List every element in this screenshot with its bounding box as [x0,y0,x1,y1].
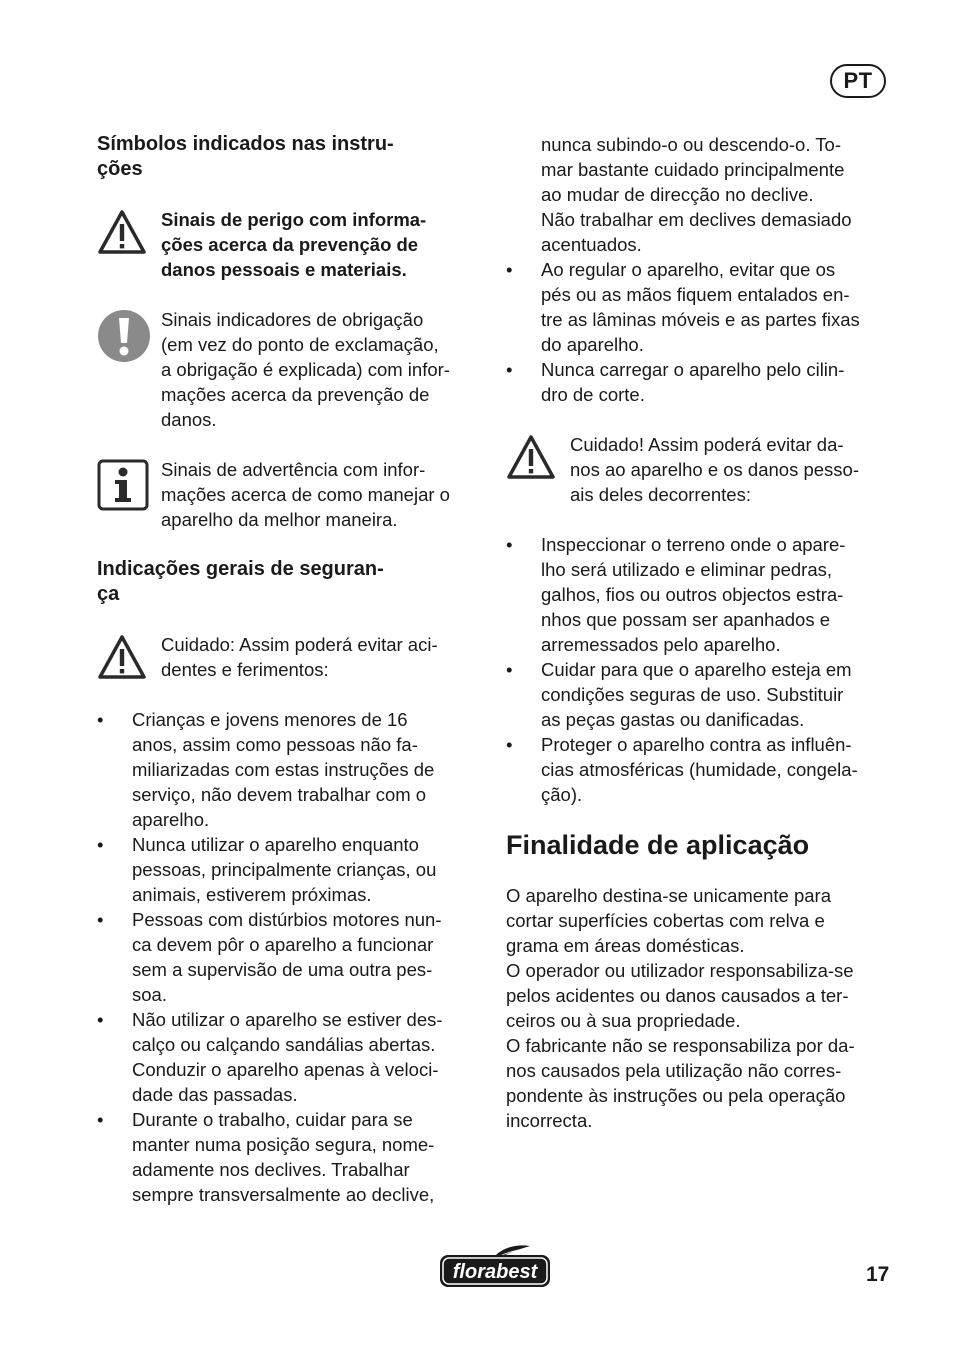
list-item: • Pessoas com distúrbios motores nun- ca devem pôr o aparelho a funcionar sem a supervisão de uma outra pes- soa. [97,909,442,1005]
list-item: • Ao regular o aparelho, evitar que os pés ou as mãos fiquem entalados en- tre as lâminas móveis e as partes fixas do aparelho. [506,259,860,355]
safety-bullet-list [97,707,479,1207]
list-item: • Cuidar para que o aparelho esteja em condições seguras de uso. Substituir as peças gastas ou danificadas. [506,659,852,730]
left-column [97,132,479,1207]
purpose-heading: Finalidade de aplicação [506,830,810,860]
purpose-text: O aparelho destina-se unicamente para cortar superfícies cobertas com relva e grama em áreas domésticas. O operador ou utilizador responsabiliza-se pelos acidentes ou danos causados a ter- ceiros ou à sua propriedade. O fabricante não se responsabiliza por da- nos causados pela utilização não corres- pondente às instruções ou pela operação incorrecta. [506,885,855,1131]
list-item: • Nunca utilizar o aparelho enquanto pessoas, principalmente crianças, ou animais, estiverem próximas. [97,834,437,905]
svg-text:florabest: florabest [452,1261,538,1283]
continuation-text: nunca subindo-o ou descendo-o. To- mar bastante cuidado principalmente ao mudar de direcção no declive. Não trabalhar em declives demasiado acentuados. [541,134,852,255]
list-item: • Crianças e jovens menores de 16 anos, assim como pessoas não fa- miliarizadas com estas instruções de serviço, não devem trabalhar com o aparelho. [97,709,435,830]
warning-triangle-icon [97,634,147,680]
bullet: • [506,259,513,280]
symbols-heading: Símbolos indicados nas instru- ções [97,133,394,180]
warning-triangle-icon [506,434,556,480]
caution-injury-row [97,632,479,682]
safety-heading: Indicações gerais de seguran- ça [97,558,384,605]
bullet: • [506,659,513,680]
bullet: • [97,709,104,730]
list-item: • Proteger o aparelho contra as influên- cias atmosféricas (humidade, congela- ção). [506,734,858,805]
caution-device-row [506,432,891,507]
warning-triangle-icon [97,209,147,255]
bullet: • [506,534,513,555]
bullet: • [506,359,513,380]
list-item: • Não utilizar o aparelho se estiver des- calço ou calçando sandálias abertas. Conduzir o aparelho apenas à veloci- dade das passadas. [97,1009,443,1105]
symbol-info-row [97,457,479,532]
information-icon [97,459,149,511]
adjust-bullet-list [506,257,891,407]
caution-device-text: Cuidado! Assim poderá evitar da- nos ao aparelho e os danos pesso- ais deles decorrentes: [570,434,860,505]
bullet: • [97,1109,104,1130]
symbol-danger-row [97,207,479,282]
bullet: • [506,734,513,755]
language-badge: PT [830,64,886,98]
list-item: • Inspeccionar o terreno onde o apare- lho será utilizado e eliminar pedras, galhos, fios ou outros objectos estra- nhos que possam ser apanhados e arremessados pelo aparelho. [506,534,846,655]
obligation-exclamation-icon [97,309,151,363]
bullet: • [97,909,104,930]
bullet: • [97,834,104,855]
bullet: • [97,1009,104,1030]
page-number: 17 [866,1263,890,1286]
caution-injury-text: Cuidado: Assim poderá evitar aci- dentes e ferimentos: [161,634,438,680]
inspection-bullet-list [506,532,891,807]
symbol-obligation-text: Sinais indicadores de obrigação (em vez do ponto de exclamação, a obrigação é explicada) com infor- mações acerca da prevenção de danos. [161,309,450,430]
list-item: • Nunca carregar o aparelho pelo cilin- dro de corte. [506,359,845,405]
symbol-obligation-row [97,307,479,432]
brand-logo [438,1243,552,1294]
symbol-danger-text: Sinais de perigo com informa- ções acerca da prevenção de danos pessoais e materiais. [161,209,427,280]
symbol-info-text: Sinais de advertência com infor- mações acerca de como manejar o aparelho da melhor maneira. [161,459,450,530]
list-item: • Durante o trabalho, cuidar para se manter numa posição segura, nome- adamente nos declives. Trabalhar sempre transversalmente ao declive, [97,1109,435,1205]
right-column [506,132,891,1133]
